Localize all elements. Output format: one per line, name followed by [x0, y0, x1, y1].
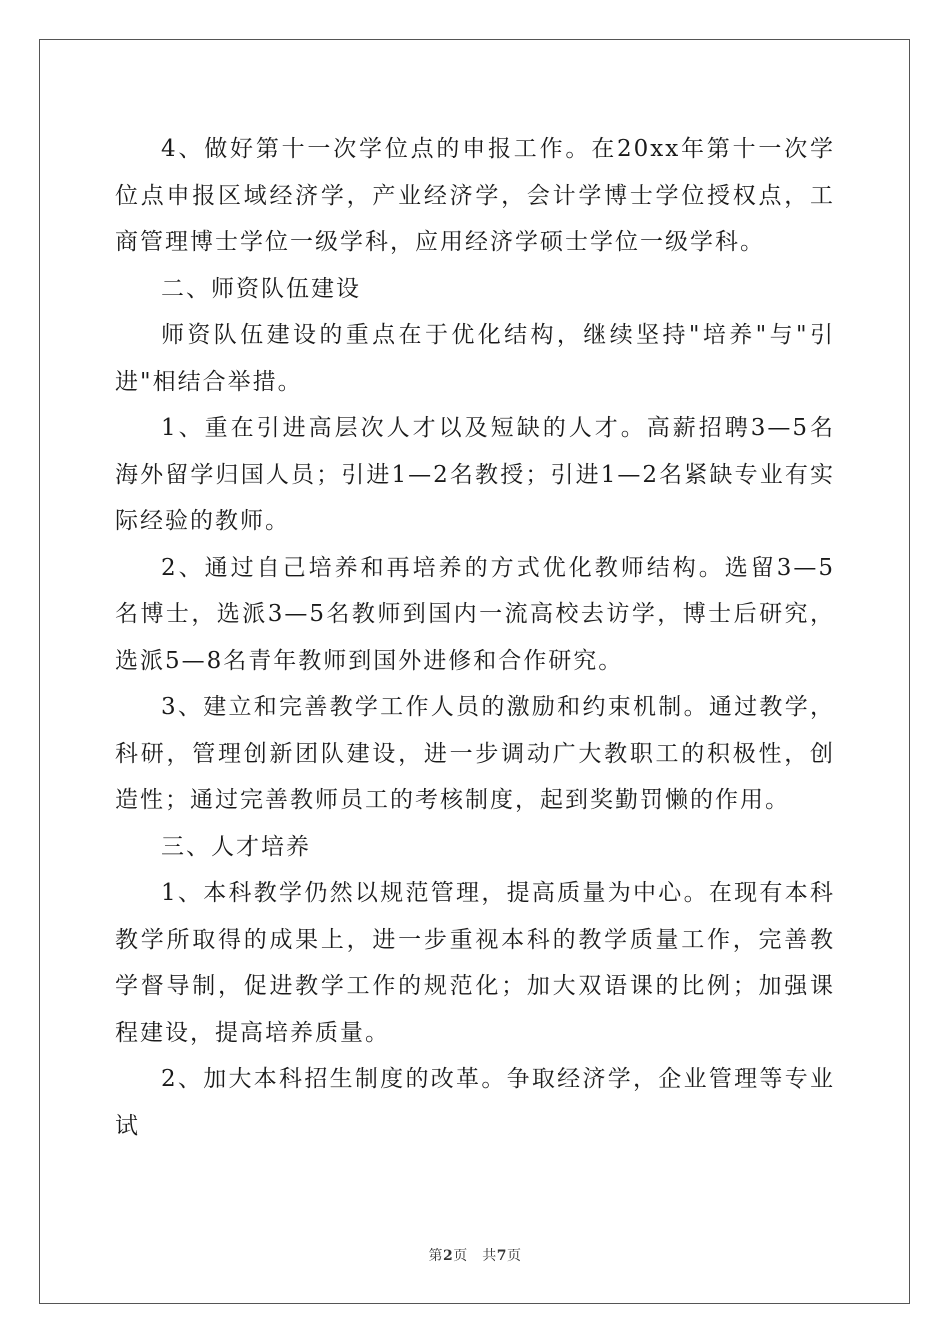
paragraph: 1、本科教学仍然以规范管理，提高质量为中心。在现有本科教学所取得的成果上，进一步重视本科的教学质量工作，完善教学督导制，促进教学工作的规范化；加大双语课的比例；加强课程建设，提高培养质量。 — [115, 880, 835, 1046]
page-footer — [0, 1245, 950, 1265]
paragraph: 1、重在引进高层次人才以及短缺的人才。高薪招聘3—5名海外留学归国人员；引进1—2名教授；引进1—2名紧缺专业有实际经验的教师。 — [115, 415, 835, 534]
paragraph: 2、加大本科招生制度的改革。争取经济学，企业管理等专业试 — [115, 1066, 835, 1139]
section-heading: 三、人才培养 — [161, 833, 311, 860]
current-page-number: 2 — [443, 1248, 454, 1264]
page-prefix: 第 — [428, 1248, 443, 1264]
page-suffix: 页 — [507, 1248, 522, 1264]
paragraph: 4、做好第十一次学位点的申报工作。在20xx年第十一次学位点申报区域经济学，产业经济学，会计学博士学位授权点，工商管理博士学位一级学科，应用经济学硕士学位一级学科。 — [115, 136, 835, 255]
paragraph: 2、通过自己培养和再培养的方式优化教师结构。选留3—5名博士，选派3—5名教师到国内一流高校去访学，博士后研究，选派5—8名青年教师到国外进修和合作研究。 — [115, 554, 835, 674]
total-page-number: 7 — [496, 1248, 507, 1264]
page-mid: 页 共 — [453, 1248, 497, 1264]
document-body — [115, 126, 835, 1149]
paragraph: 师资队伍建设的重点在于优化结构，继续坚持"培养"与"引进"相结合举措。 — [115, 322, 835, 395]
section-heading: 二、师资队伍建设 — [161, 275, 361, 302]
paragraph: 3、建立和完善教学工作人员的激励和约束机制。通过教学，科研，管理创新团队建设，进一步调动广大教职工的积极性，创造性；通过完善教师员工的考核制度，起到奖勤罚懒的作用。 — [115, 694, 835, 813]
